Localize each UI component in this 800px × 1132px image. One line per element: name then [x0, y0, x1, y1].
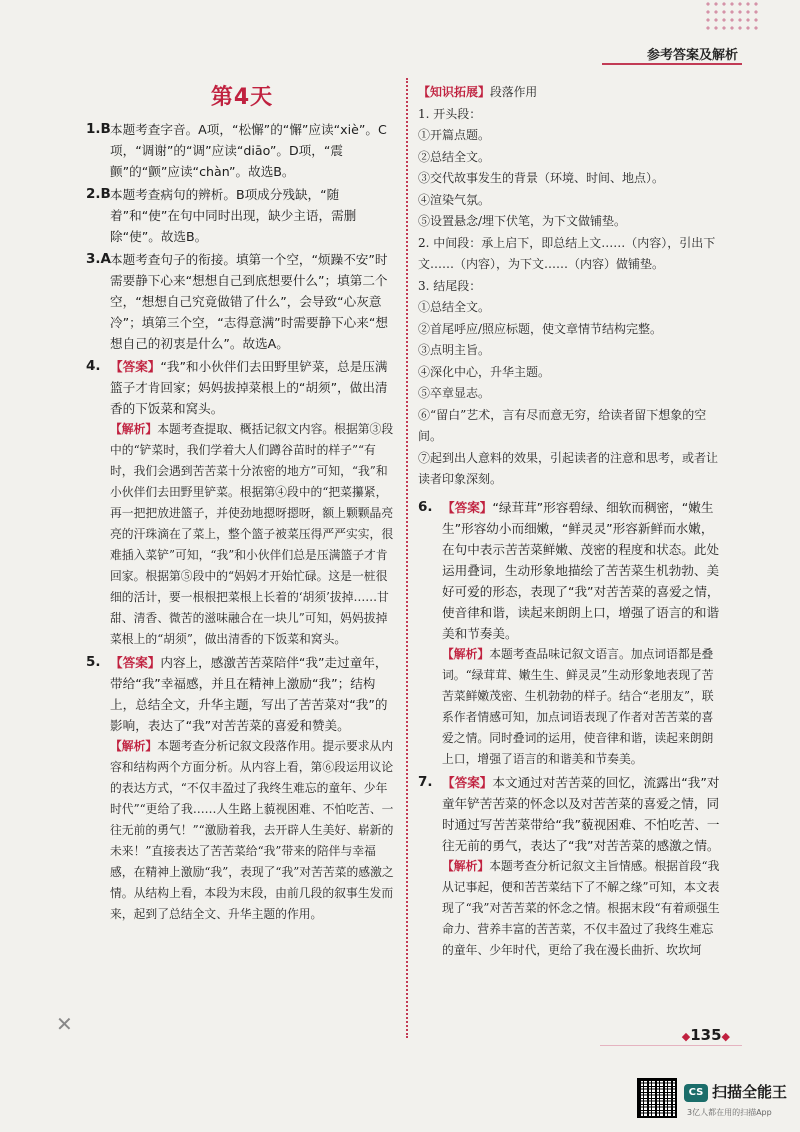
- list-item: ⑤设置悬念/埋下伏笔，为下文做铺垫。: [418, 214, 627, 228]
- answer-text: “我”和小伙伴们去田野里铲菜，总是压满篮子才肯回家；妈妈拔掉菜根上的“胡须”，做出清香的下饭菜和窝头。: [110, 359, 388, 416]
- list-item: ①开篇点题。: [418, 128, 491, 142]
- answer-text: 内容上，感激苦苦菜陪伴“我”走过童年，带给“我”幸福感，并且在精神上激励“我”；结构上，总结全文，升华主题，写出了苦苦菜对“我”的影响，表达了“我”对苦苦菜的喜爱和赞美。: [110, 655, 388, 733]
- brand-name: 扫描全能王: [712, 1083, 788, 1101]
- question-number: 3.A: [86, 251, 111, 267]
- question-number: 6.: [418, 498, 433, 515]
- question-6: [418, 497, 724, 770]
- analysis-tag: 【解析】: [110, 739, 158, 753]
- question-number: 7.: [418, 773, 433, 790]
- analysis-tag: 【解析】: [110, 422, 158, 436]
- answer-text: “绿茸茸”形容碧绿、细软而稠密，“嫩生生”形容幼小而细嫩，“鲜灵灵”形容新鲜而水嫩，在句中表示苦苦菜鲜嫩、茂密的程度和状态。此处运用叠词，生动形象地描绘了苦苦菜生机勃勃、美好可爱的形态，表现了“我”对苦苦菜的喜爱之情，使音律和谐，读起来朗朗上口，增强了语言的和谐美和节奏美。: [442, 499, 720, 641]
- camscanner-logo-icon: CS: [684, 1084, 708, 1102]
- list-item: ②首尾呼应/照应标题，使文章情节结构完整。: [418, 321, 663, 336]
- question-7: [418, 772, 724, 961]
- list-item: ③点明主旨。: [418, 343, 491, 357]
- list-item: ⑤卒章显志。: [418, 386, 491, 400]
- question-1: [86, 119, 398, 182]
- analysis-block: [110, 419, 398, 650]
- analysis-text: 本题考查分析记叙文主旨情感。根据首段“我从记事起，便和苦苦菜结下了不解之缘”可知，本文表现了“我”对苦苦菜的怀念之情。根据末段“有着顽强生命力、营养丰富的苦苦菜，不仅丰盈过了我终生难忘的童年、少年时代，更给了我在漫长曲折、坎坎坷: [442, 858, 720, 957]
- header-label: 参考答案及解析: [646, 48, 738, 63]
- list-item: ②总结全文。: [418, 149, 491, 164]
- list-item: ⑦起到出人意料的效果，引起读者的注意和思考，或者让读者印象深刻。: [418, 450, 719, 486]
- decorative-dots: [704, 0, 760, 34]
- left-column: [86, 80, 398, 927]
- column-divider: [406, 78, 408, 1038]
- list-item: ①总结全文。: [418, 300, 491, 314]
- question-4: [86, 356, 398, 650]
- question-number: 5.: [86, 654, 101, 670]
- question-text: 本题考查字音。A项，“松懈”的“懈”应读“xiè”。C项，“调谢”的“调”应读“diāo”。D项，“震颤”的“颤”应读“chàn”。故选B。: [110, 122, 387, 179]
- analysis-text: 本题考查分析记叙文段落作用。提示要求从内容和结构两个方面分析。从内容上看，第⑥段运用议论的表达方式，“不仅丰盈过了我终生难忘的童年、少年时代”“更给了我……人生路上藐视困难、不怕吃苦、一往无前的勇气！”“激励着我，去开辟人生美好、崭新的未来！”直接表达了苦苦菜给“我”带来的陪伴与幸福感，在精神上激励“我”，表现了“我”对苦苦菜的感激之情。从结构上看，本段为末段，由前几段的叙事生发而来，起到了总结全文、升华主题的作用。: [110, 739, 394, 921]
- list-item: ④渲染气氛。: [418, 192, 491, 207]
- day-title: 第4天: [210, 85, 274, 110]
- page-number: ◆135◆: [681, 1026, 730, 1044]
- question-2: [86, 184, 398, 247]
- list-item: ⑥“留白”艺术，言有尽而意无穷，给读者留下想象的空间。: [418, 407, 707, 443]
- qr-code-icon: [637, 1078, 677, 1118]
- list-item: ④深化中心，升华主题。: [418, 364, 551, 379]
- answer-text: 本文通过对苦苦菜的回忆，流露出“我”对童年铲苦苦菜的怀念以及对苦苦菜的喜爱之情，同时通过写苦苦菜带给“我”藐视困难、不怕吃苦、一往无前的勇气，表达了“我”对苦苦菜的感激之情。: [442, 774, 720, 853]
- question-5: [86, 652, 398, 925]
- knowledge-extension-heading: 【知识拓展】段落作用: [418, 85, 538, 99]
- list-item: 1. 开头段：: [418, 106, 482, 121]
- brand-slogan: 3亿人都在用的扫描App: [687, 1108, 772, 1117]
- answer-tag: 【答案】: [442, 774, 493, 790]
- analysis-block: [442, 856, 724, 961]
- corner-scribble: ✕: [56, 1012, 73, 1036]
- question-3: [86, 249, 398, 354]
- header-rule: [602, 63, 742, 65]
- answer-tag: 【答案】: [442, 499, 493, 515]
- analysis-text: 本题考查提取、概括记叙文内容。根据第③段中的“铲菜时，我们学着大人们蹲谷苗时的样子”“有时，我们会遇到苦苦菜十分浓密的地方”可知，“我”和小伙伴们去田野里铲菜。根据第④段中的“把菜攥紧，再一把把放进篮子，并使劲地摁呀摁呀，额上颗颗晶亮亮的汗珠滴在了菜上，整个篮子被菜压得严严实实，很难插入菜铲”可知，“我”和小伙伴们总是压满篮子才肯回家。根据第⑤段中的“妈妈才开始忙碌。这是一桩很细的活计，要一根根把菜根上长着的‘胡须’拔掉……甘甜、清香、微苦的滋味融合在一块儿”可知，妈妈拔掉菜根上的“胡须”，做出清香的下饭菜和窝头。: [110, 422, 394, 646]
- question-text: 本题考查句子的衔接。填第一个空，“烦躁不安”时需要静下心来“想想自己到底想要什么”；填第二个空，“想想自己究竟做错了什么”，会导致“心灰意冷”；填第三个空，“志得意满”时需要静下心来“想想自己的初衷是什么”。故选A。: [110, 252, 388, 351]
- knowledge-extension-list: [418, 104, 724, 491]
- answer-tag: 【答案】: [110, 655, 161, 670]
- answer-tag: 【答案】: [110, 359, 161, 374]
- list-item: 2. 中间段：承上启下，即总结上文……（内容），引出下文……（内容），为下文……（内容）做铺垫。: [418, 235, 716, 271]
- list-item: 3. 结尾段：: [418, 278, 482, 293]
- right-column: [418, 82, 724, 963]
- footer-rule: [600, 1045, 742, 1046]
- question-number: 2.B: [86, 186, 111, 202]
- question-number: 4.: [86, 358, 101, 374]
- question-text: 本题考查病句的辨析。B项成分残缺，“随着”和“使”在句中同时出现，缺少主语，需删除“使”。故选B。: [110, 187, 357, 244]
- analysis-block: [442, 644, 724, 770]
- list-item: ③交代故事发生的背景（环境、时间、地点）。: [418, 171, 665, 185]
- question-number: 1.B: [86, 121, 111, 137]
- analysis-block: [110, 736, 398, 925]
- analysis-tag: 【解析】: [442, 646, 490, 661]
- analysis-tag: 【解析】: [442, 858, 490, 873]
- analysis-text: 本题考查品味记叙文语言。加点词语都是叠词。“绿茸茸、嫩生生、鲜灵灵”生动形象地表现了苦苦菜鲜嫩茂密、生机勃勃的样子。结合“老朋友”，联系作者情感可知，加点词语表现了作者对苦苦菜的喜爱之情。同时叠词的运用，使音律和谐，读起来朗朗上口，增强了语言的和谐美和节奏美。: [442, 646, 714, 766]
